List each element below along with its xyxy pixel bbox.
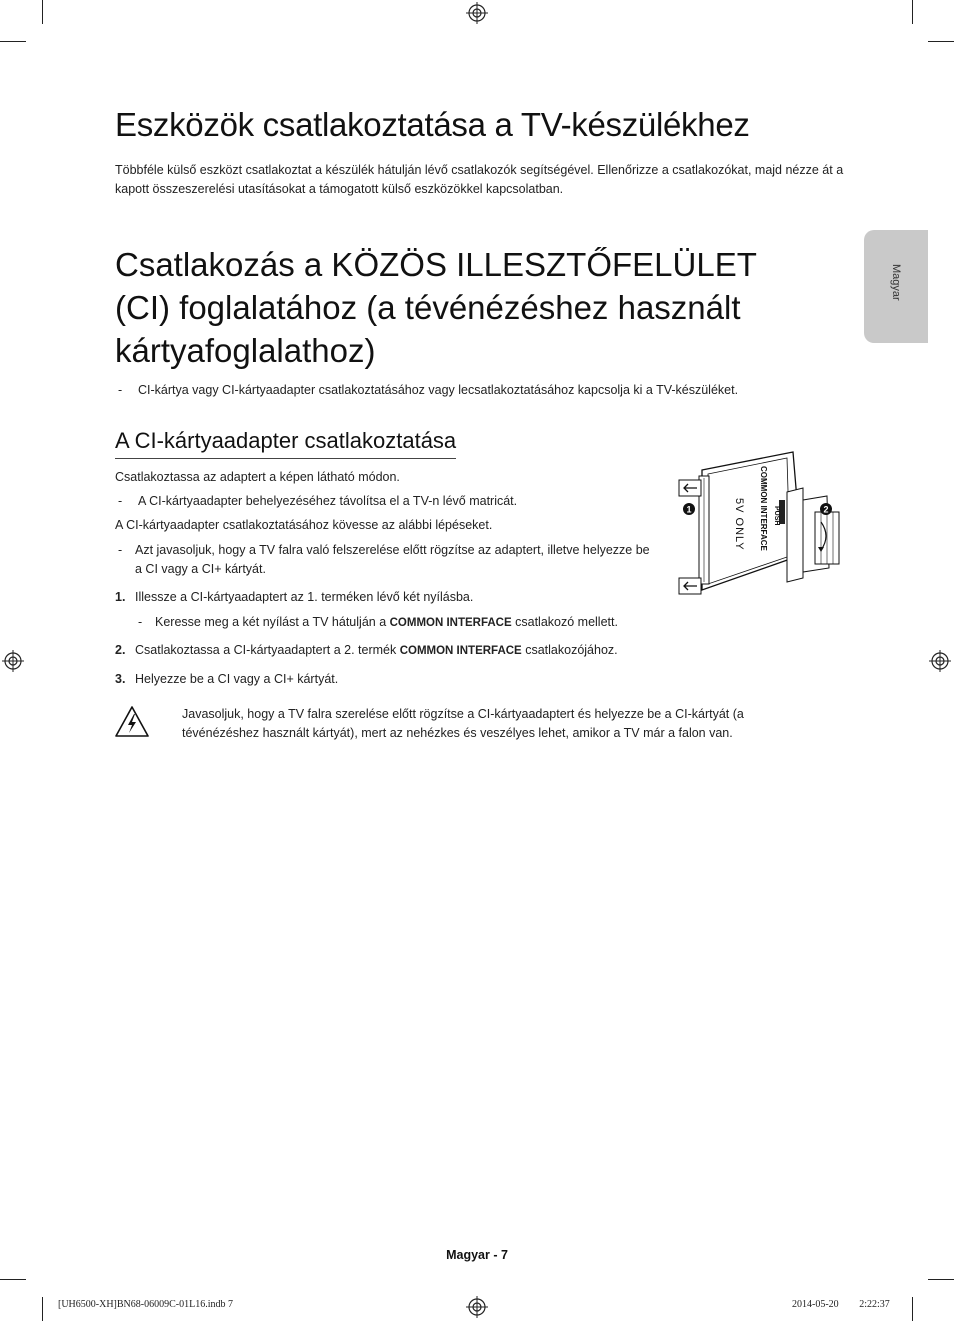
crop-mark — [912, 0, 913, 24]
connect-text: Csatlakoztassa az adaptert a képen látható módon. — [115, 470, 400, 484]
registration-mark-icon — [2, 650, 24, 672]
page-footer: Magyar - 7 — [446, 1248, 508, 1262]
steps-note-text: Azt javasoljuk, hogy a TV falra való felszerelése előtt rögzítse az adaptert, illetve helyezze be a CI vagy a CI+ kártyát. — [135, 543, 650, 576]
steps-intro: A CI-kártyaadapter csatlakoztatásához kövesse az alábbi lépéseket. — [115, 518, 493, 532]
imprint-right: 2014-05-20 ￿￿ 2:22:37 — [792, 1299, 890, 1310]
step-number: 1. — [115, 590, 126, 604]
imprint-left: [UH6500-XH]BN68-06009C-01L16.indb 7 — [58, 1299, 233, 1310]
connect-note-text: A CI-kártyaadapter behelyezéséhez távolítsa el a TV-n lévő matricát. — [138, 494, 518, 508]
crop-mark — [912, 1297, 913, 1321]
page-title: Eszközök csatlakoztatása a TV-készülékhez — [115, 106, 750, 143]
registration-mark-icon — [466, 2, 488, 24]
diagram-label-common-interface: COMMON INTERFACE — [759, 466, 768, 551]
crop-mark — [0, 1279, 26, 1280]
section-title: Csatlakozás a KÖZÖS ILLESZTŐFELÜLET (CI) foglalatához (a tévénézéshez használt kártyafoglalathoz) — [115, 246, 757, 369]
ci-adapter-diagram — [675, 448, 850, 600]
step-text: Csatlakoztassa a CI-kártyaadaptert a 2. termék COMMON INTERFACE csatlakozójához. — [135, 643, 618, 657]
step-number: 2. — [115, 643, 126, 657]
crop-mark — [0, 41, 26, 42]
side-tab-label: Magyar — [890, 264, 902, 301]
step-number: 3. — [115, 672, 126, 686]
warning-text: Javasoljuk, hogy a TV falra szerelése előtt rögzítse a CI-kártyaadaptert és helyezze be a CI-kártyát (a tévénézéshez használt kártyát), mert az nehézkes és veszélyes lehet, amikor a TV már a falon van. — [182, 707, 744, 740]
diagram-marker-2: 2 — [823, 504, 829, 515]
step-text: Illessze a CI-kártyaadaptert az 1. terméken lévő két nyílásba. — [135, 590, 474, 604]
crop-mark — [42, 0, 43, 24]
ci-term: COMMON INTERFACE — [399, 645, 522, 657]
intro-paragraph: Többféle külső eszközt csatlakoztat a készülék hátulján lévő csatlakozók segítségével. Ellenőrizze a csatlakozókat, majd nézze át a kapott összeszerelési utasításokat a támogatott külső eszközökkel kapcsolatban. — [115, 163, 844, 196]
diagram-label-5v-only: 5V ONLY — [733, 498, 745, 551]
registration-mark-icon — [929, 650, 951, 672]
crop-mark — [928, 1279, 954, 1280]
crop-mark — [928, 41, 954, 42]
warning-electric-icon — [114, 705, 150, 739]
step1-subnote-before: Keresse meg a két nyílást a TV hátulján a — [155, 615, 390, 629]
ci-term: COMMON INTERFACE — [389, 617, 512, 629]
language-side-tab — [864, 230, 928, 343]
crop-mark — [42, 1297, 43, 1321]
step1-subnote-after: csatlakozó mellett. — [511, 615, 618, 629]
registration-mark-icon — [466, 1296, 488, 1318]
diagram-label-push: PUSH — [773, 506, 780, 526]
section-note-text: CI-kártya vagy CI-kártyaadapter csatlakoztatásához vagy lecsatlakoztatásához kapcsolja ki a TV-készüléket. — [138, 383, 739, 397]
step-text: Helyezze be a CI vagy a CI+ kártyát. — [135, 672, 339, 686]
subsection-title: A CI-kártyaadapter csatlakoztatása — [115, 428, 456, 459]
diagram-marker-1: 1 — [686, 504, 692, 515]
